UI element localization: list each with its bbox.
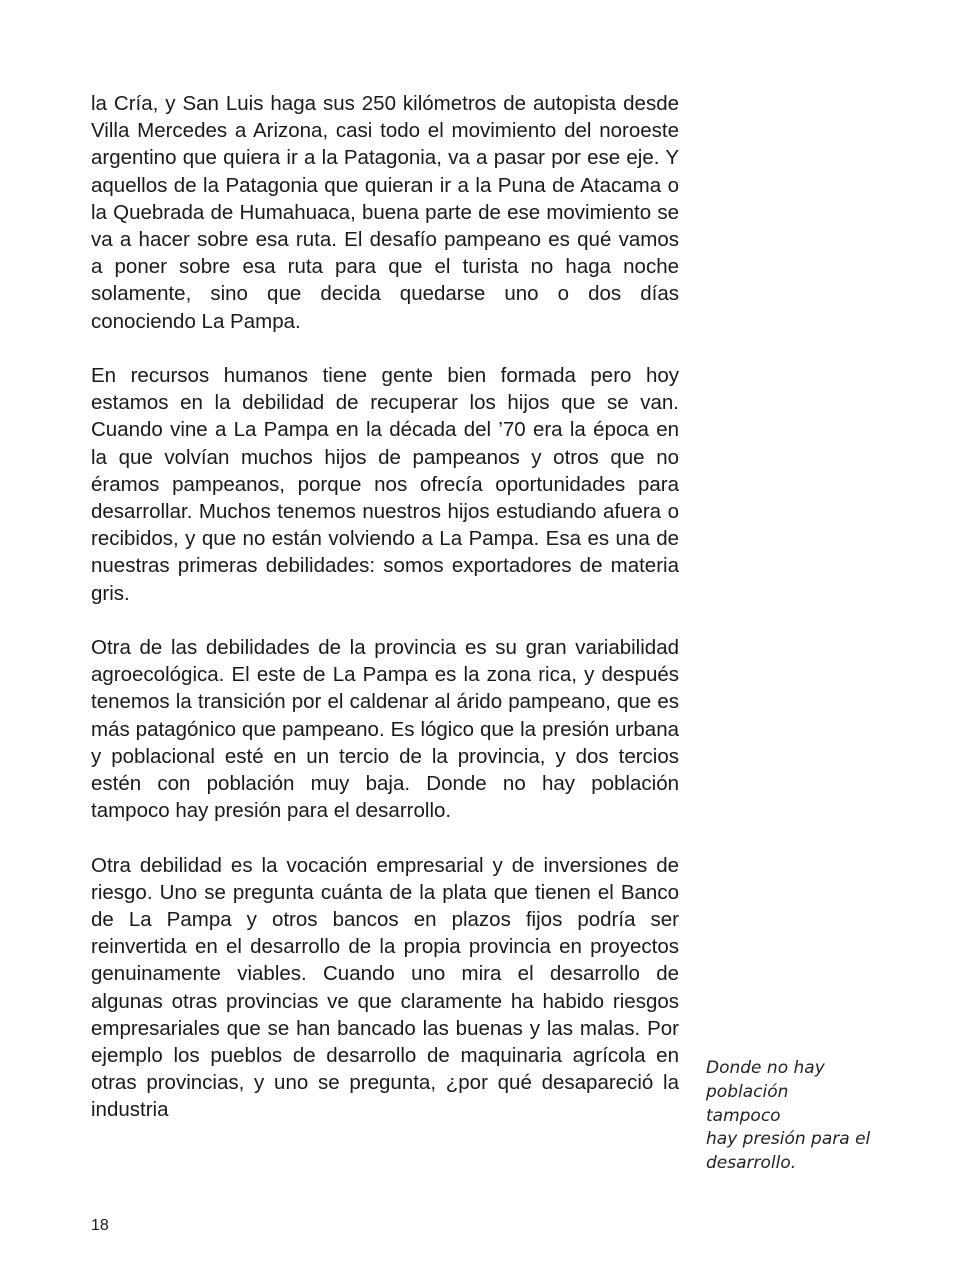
paragraph: En recursos humanos tiene gente bien formada pero hoy estamos en la debilidad de recuperar los hijos que se van. Cuando vine a La Pampa en la década del ’70 era la época en la que volvían muchos hijos de pampeanos y otros que no éramos pampeanos, porque nos ofrecía oportunidades para desarrollar. Muchos tenemos nuestros hijos estudiando afuera o recibidos, y que no están volviendo a La Pampa. Esa es una de nuestras primeras debilidades: somos exportadores de materia gris. [91,364,679,605]
pull-quote-line: desarrollo. [706,1153,797,1174]
page-number: 18 [91,1217,109,1234]
body-text [91,90,679,1124]
pull-quote-line: tampoco [706,1105,781,1126]
pull-quote-line: Donde no hay [706,1058,825,1078]
paragraph: Otra de las debilidades de la provincia es su gran variabilidad agroecológica. El este de La Pampa es la zona rica, y después tenemos la transición por el caldenar al árido pampeano, que es más patagónico que pampeano. Es lógico que la presión urbana y poblacional esté en un tercio de la provincia, y dos tercios estén con población muy baja. Donde no hay población tampoco hay presión para el desarrollo. [91,636,679,823]
pull-quote-line: hay presión para el [706,1129,871,1150]
paragraph: la Cría, y San Luis haga sus 250 kilómetros de autopista desde Villa Mercedes a Arizona, casi todo el movimiento del noroeste argentino que quiera ir a la Patagonia, va a pasar por ese eje. Y aquellos de la Patagonia que quieran ir a la Puna de Atacama o la Quebrada de Humahuaca, buena parte de ese movimiento se va a hacer sobre esa ruta. El desafío pampeano es qué vamos a poner sobre esa ruta para que el turista no haga noche solamente, sino que decida quedarse uno o dos días conociendo La Pampa. [91,92,679,333]
pull-quote-line: población [706,1081,789,1102]
pull-quote [706,1057,886,1176]
paragraph: Otra debilidad es la vocación empresarial y de inversiones de riesgo. Uno se pregunta cuánta de la plata que tienen el Banco de La Pampa y otros bancos en plazos fijos podría ser reinvertida en el desarrollo de la propia provincia en proyectos genuinamente viables. Cuando uno mira el desarrollo de algunas otras provincias ve que claramente ha habido riesgos empresariales que se han bancado las buenas y las malas. Por ejemplo los pueblos de desarrollo de maquinaria agrícola en otras provincias, y uno se pregunta, ¿por qué desapareció la industria [91,853,679,1122]
